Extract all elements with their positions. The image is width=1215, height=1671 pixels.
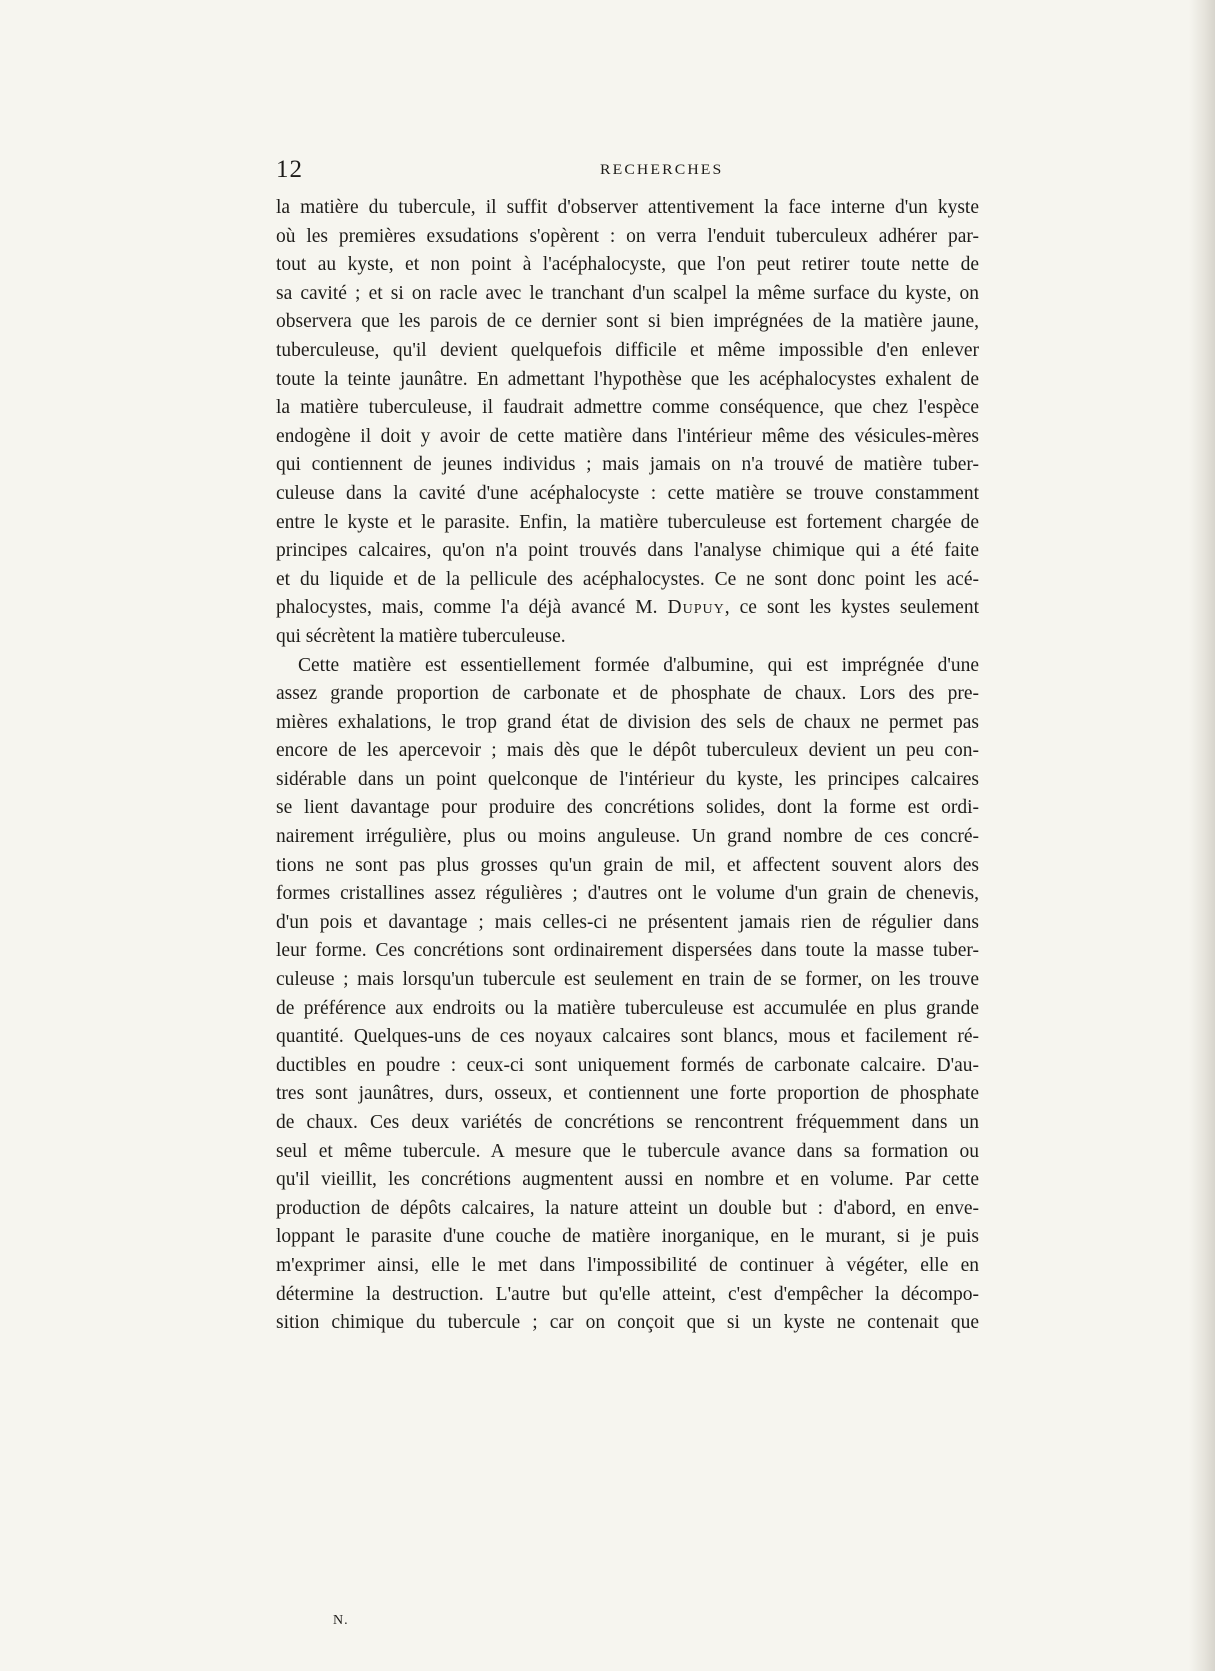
author-name: Dupuy [667,597,725,619]
text-line: toute la teinte jaunâtre. En admettant l'hypothèse que les acéphalocystes exhalent de [276,368,979,390]
text-line: sidérable dans un point quelconque de l'intérieur du kyste, les principes calcaires [276,768,979,790]
text-line: leur forme. Ces concrétions sont ordinairement dispersées dans toute la masse tuber- [276,940,979,962]
text-line: qu'il vieillit, les concrétions augmentent aussi en nombre et en volume. Par cette [276,1169,979,1191]
text-line: de préférence aux endroits ou la matière tuberculeuse est accumulée en plus grande [276,997,979,1019]
text-line: Cette matière est essentiellement formée d'albumine, qui est imprégnée d'une [298,654,979,676]
text-line: où les premières exsudations s'opèrent : on verra l'enduit tuberculeux adhérer par- [276,225,979,247]
text-line: m'exprimer ainsi, elle le met dans l'impossibilité de continuer à végéter, elle en [276,1254,979,1276]
text-line-dupuy [276,594,979,623]
text-line: la matière du tubercule, il suffit d'observer attentivement la face interne d'un kyste [276,197,979,218]
text-line: culeuse dans la cavité d'une acéphalocyste : cette matière se trouve constamment [276,482,979,504]
text-line: tres sont jaunâtres, durs, osseux, et contiennent une forte proportion de phosphate [276,1083,979,1105]
binding-shadow [1189,0,1215,1671]
text-line: production de dépôts calcaires, la nature atteint un double but : d'abord, en enve- [276,1197,979,1219]
text-line: ductibles en poudre : ceux-ci sont uniquement formés de carbonate calcaire. D'au- [276,1054,979,1076]
text-line: tions ne sont pas plus grosses qu'un grain de mil, et affectent souvent alors des [276,854,979,876]
paragraph-2 [276,652,979,1338]
text-line: assez grande proportion de carbonate et de phosphate de chaux. Lors des pre- [276,683,979,705]
text-line: se lient davantage pour produire des concrétions solides, dont la forme est ordi- [276,797,979,819]
text-line: mières exhalations, le trop grand état de division des sels de chaux ne permet pas [276,711,979,733]
text-line: d'un pois et davantage ; mais celles-ci ne présentent jamais rien de régulier dans [276,911,979,933]
text-line: tout au kyste, et non point à l'acéphalocyste, que l'on peut retirer toute nette de [276,254,979,276]
text-line: seul et même tubercule. A mesure que le tubercule avance dans sa formation ou [276,1140,979,1162]
text-line: tuberculeuse, qu'il devient quelquefois difficile et même impossible d'en enlever [276,339,979,361]
text-line: loppant le parasite d'une couche de matière inorganique, en le murant, si je puis [276,1226,979,1248]
text-line: et du liquide et de la pellicule des acéphalocystes. Ce ne sont donc point les acé- [276,568,979,590]
body-text [276,194,979,1338]
text-after-name: , ce sont les kystes seulement [724,597,979,619]
paragraph-1 [276,194,979,652]
text-line: principes calcaires, qu'on n'a point trouvés dans l'analyse chimique qui a été faite [276,540,979,562]
text-line: la matière tuberculeuse, il faudrait admettre comme conséquence, que chez l'espèce [276,397,979,419]
text-line: observera que les parois de ce dernier sont si bien imprégnées de la matière jaune, [276,311,979,333]
text-line: culeuse ; mais lorsqu'un tubercule est seulement en train de se former, on les trouve [276,969,979,991]
text-line: qui sécrètent la matière tuberculeuse. [276,625,566,647]
signature-mark: N. [333,1613,349,1628]
text-line: quantité. Quelques-uns de ces noyaux calcaires sont blancs, mous et facilement ré- [276,1026,979,1048]
text-line: nairement irrégulière, plus ou moins anguleuse. Un grand nombre de ces concré- [276,826,979,848]
text-line: qui contiennent de jeunes individus ; mais jamais on n'a trouvé de matière tuber- [276,454,979,476]
text-line: entre le kyste et le parasite. Enfin, la matière tuberculeuse est fortement chargée de [276,511,979,533]
page-header [276,156,976,184]
text-line: formes cristallines assez régulières ; d'autres ont le volume d'un grain de chenevis, [276,883,979,905]
text-line: endogène il doit y avoir de cette matière dans l'intérieur même des vésicules-mères [276,425,979,447]
page-number: 12 [276,156,303,183]
text-line: sa cavité ; et si on racle avec le tranchant d'un scalpel la même surface du kyste, on [276,282,979,304]
running-head: RECHERCHES [600,162,724,178]
text-line: encore de les apercevoir ; mais dès que le dépôt tuberculeux devient un peu con- [276,740,979,762]
text-line: sition chimique du tubercule ; car on conçoit que si un kyste ne contenait que [276,1312,979,1334]
text-line: de chaux. Ces deux variétés de concrétions se rencontrent fréquemment dans un [276,1112,979,1133]
text-line: détermine la destruction. L'autre but qu'elle atteint, c'est d'empêcher la décompo- [276,1283,979,1305]
text-before-name: phalocystes, mais, comme l'a déjà avancé M. [276,597,668,619]
